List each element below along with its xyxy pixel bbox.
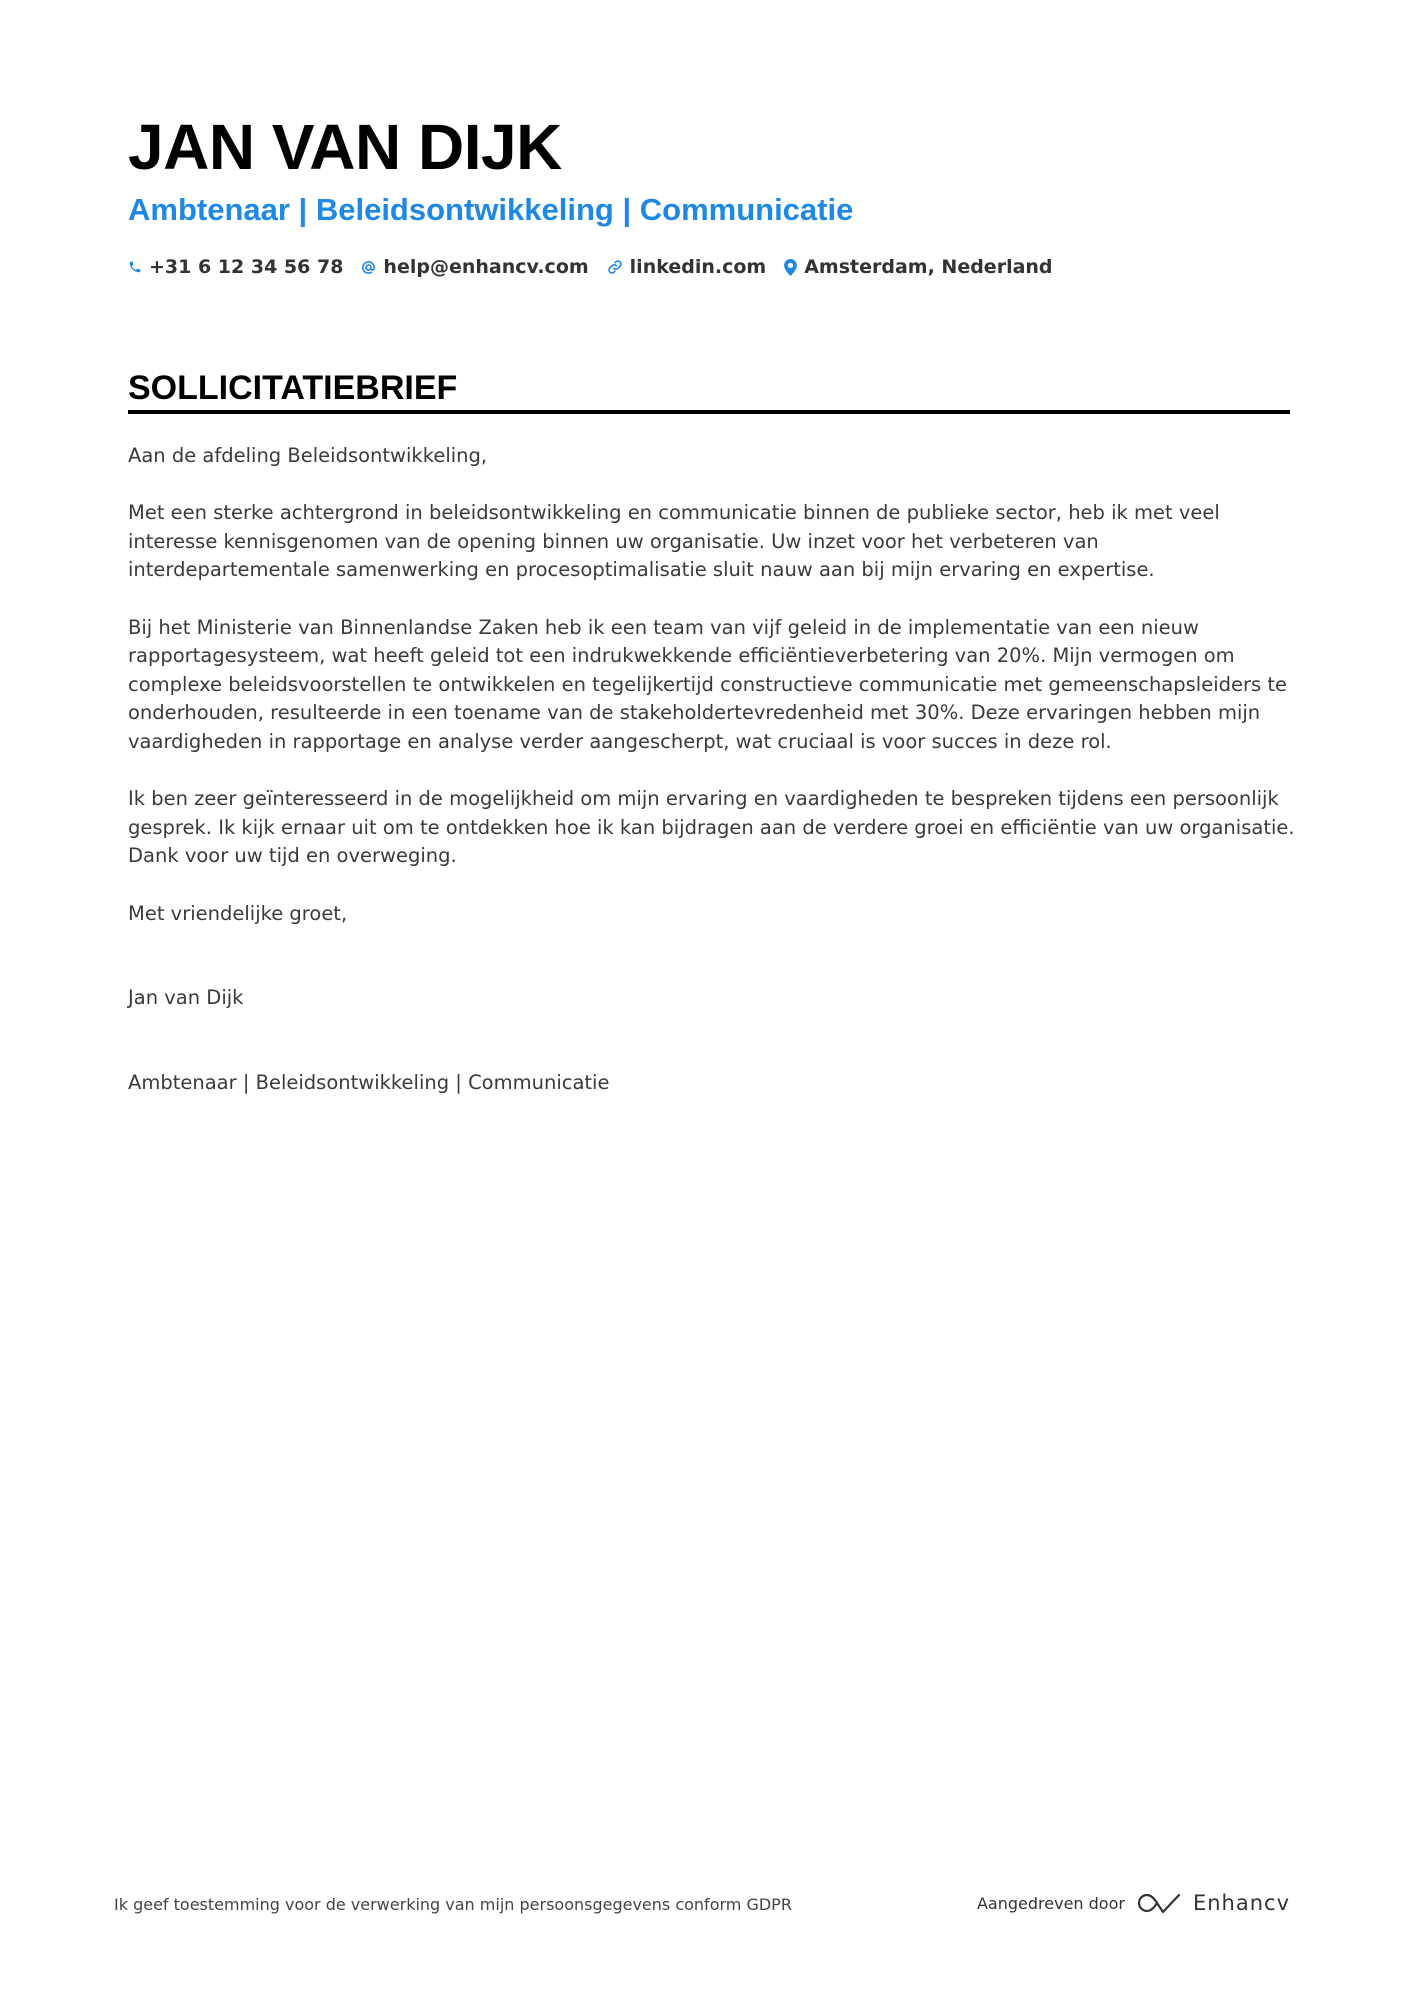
section-divider [128, 410, 1290, 414]
powered-by[interactable] [977, 1890, 1290, 1916]
signature-title: Ambtenaar | Beleidsontwikkeling | Communicatie [128, 1070, 610, 1094]
location-pin-icon [784, 259, 804, 276]
powered-by-label: Aangedreven door [976, 1893, 1125, 1913]
contact-phone[interactable] [128, 253, 343, 281]
linkedin-text: linkedin.com [629, 256, 767, 278]
contact-location [784, 253, 1052, 281]
enhancv-logo-icon [1137, 1890, 1183, 1916]
letter-closing: Met vriendelijke groet, [128, 901, 348, 925]
brand-name: Enhancv [1192, 1891, 1290, 1915]
gdpr-consent: Ik geef toestemming voor de verwerking van mijn persoonsgegevens conform GDPR [114, 1895, 792, 1914]
contact-bar [128, 253, 1071, 281]
email-text: help@enhancv.com [383, 256, 589, 278]
candidate-headline: Ambtenaar | Beleidsontwikkeling | Communicatie [128, 192, 854, 227]
phone-icon [128, 259, 149, 275]
contact-linkedin[interactable] [607, 253, 767, 281]
section-title: SOLLICITATIEBRIEF [128, 369, 458, 407]
letter-paragraph: Bij het Ministerie van Binnenlandse Zaken heb ik een team van vijf geleid in de implementatie van een nieuw rapportagesysteem, wat heeft geleid tot een indrukwekkende efficiëntieverbetering van 20%. Mijn vermogen om complexe beleidsvoorstellen te ontwikkelen en tegelijkertijd constructieve communicatie met gemeenschapsleiders te onderhouden, resulteerde in een toename van de stakeholdertevredenheid met 30%. Deze ervaringen hebben mijn vaardigheden in rapportage en analyse verder aangescherpt, wat cruciaal is voor succes in deze rol. [128, 615, 1288, 753]
letter-body [128, 442, 1298, 1126]
candidate-name: JAN VAN DIJK [128, 111, 562, 183]
signature-name: Jan van Dijk [128, 986, 244, 1010]
location-text: Amsterdam, Nederland [804, 256, 1053, 278]
letter-paragraph: Ik ben zeer geïnteresseerd in de mogelijkheid om mijn ervaring en vaardigheden te bespreken tijdens een persoonlijk gesprek. Ik kijk ernaar uit om te ontdekken hoe ik kan bijdragen aan de verdere groei en efficiëntie van uw organisatie. Dank voor uw tijd en overweging. [128, 787, 1295, 868]
contact-email[interactable] [361, 253, 588, 281]
letter-salutation: Aan de afdeling Beleidsontwikkeling, [128, 444, 488, 467]
phone-text: +31 6 12 34 56 78 [149, 256, 344, 278]
at-icon [361, 260, 383, 275]
link-icon [607, 259, 630, 275]
letter-paragraph: Met een sterke achtergrond in beleidsontwikkeling en communicatie binnen de publieke sector, heb ik met veel interesse kennisgenomen van de opening binnen uw organisatie. Uw inzet voor het verbeteren van interdepartementale samenwerking en procesoptimalisatie sluit nauw aan bij mijn ervaring en expertise. [128, 501, 1220, 582]
